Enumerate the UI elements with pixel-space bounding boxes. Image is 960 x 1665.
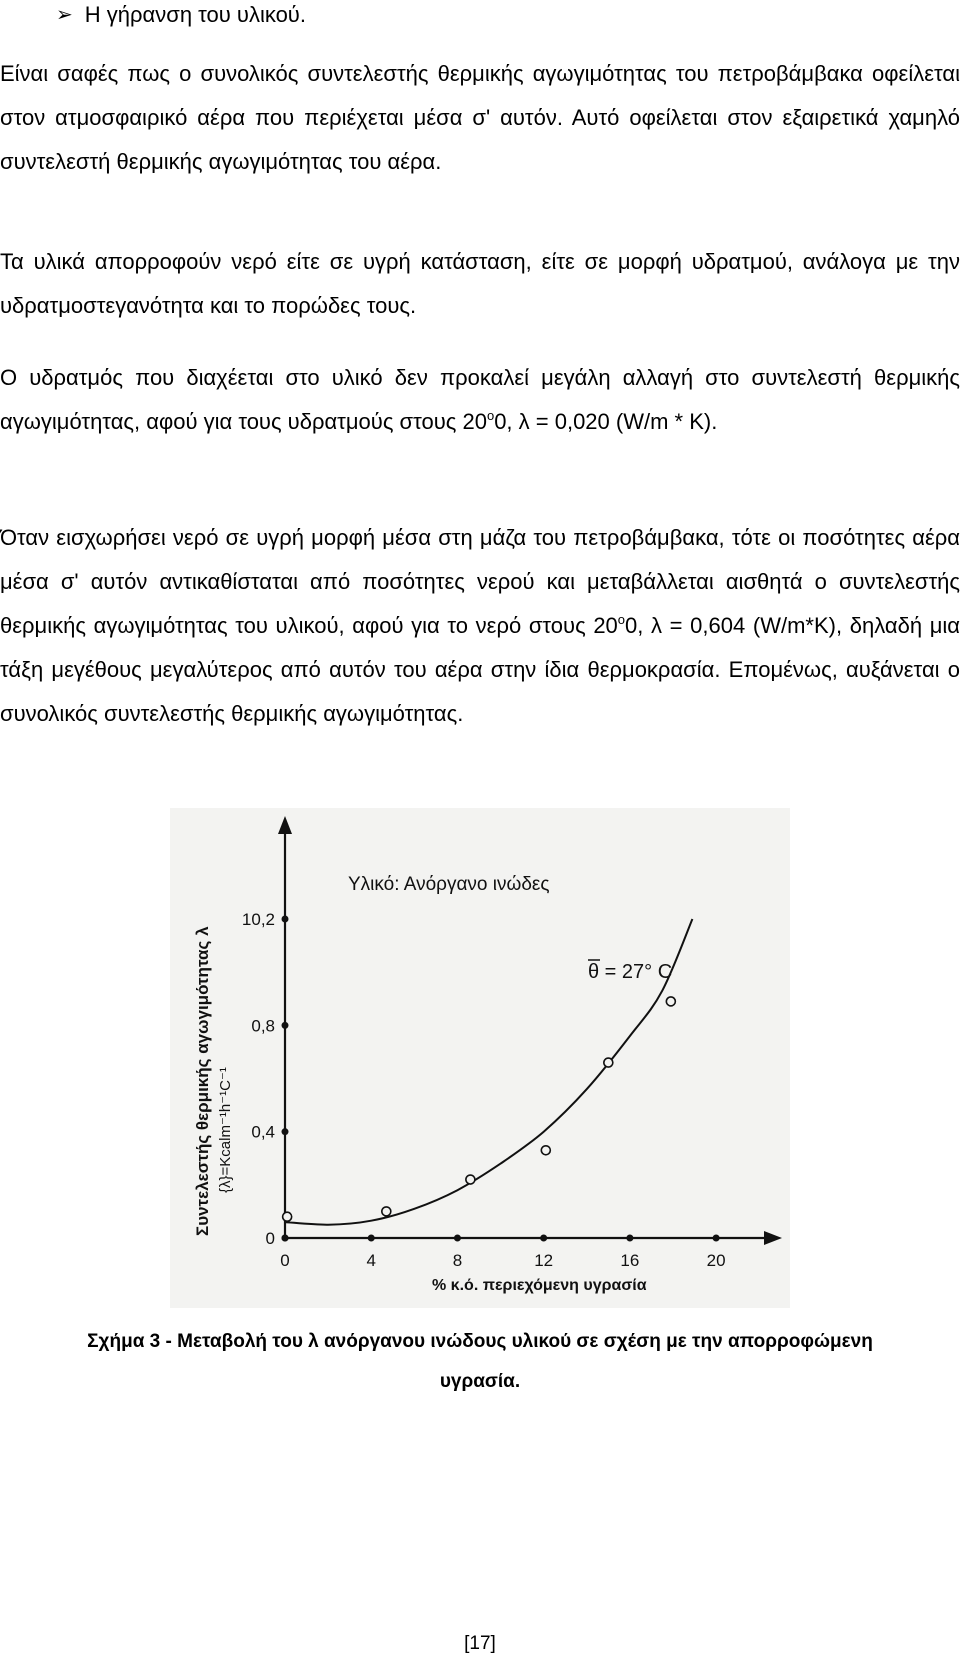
x-tick-label: 12: [534, 1251, 554, 1270]
x-tick-label: 16: [620, 1251, 640, 1270]
data-point: [283, 1212, 292, 1221]
y-tick-mark: [282, 1022, 289, 1029]
x-tick-label: 4: [366, 1251, 376, 1270]
x-tick-mark: [454, 1235, 461, 1242]
figure-chart: [170, 808, 790, 1308]
x-tick-mark: [626, 1235, 633, 1242]
page-number: [17]: [464, 1633, 496, 1654]
y-axis-label: Συντελεστής θερμικής αγωγιμότητας λ: [193, 926, 212, 1236]
y-tick-label: 0,8: [251, 1016, 275, 1036]
x-tick-label: 0: [280, 1251, 290, 1270]
x-tick-label: 20: [706, 1251, 726, 1270]
caption-line-1: Σχήμα 3 - Μεταβολή του λ ανόργανου ινώδους υλικού σε σχέση με την απορροφώμενη: [87, 1331, 873, 1352]
x-tick-mark: [368, 1235, 375, 1242]
x-axis-label: % κ.ό. περιεχόμενη υγρασία: [432, 1277, 647, 1294]
y-tick-mark: [282, 1235, 289, 1242]
data-point: [466, 1175, 475, 1184]
figure-caption: [0, 1322, 960, 1402]
y-axis-arrow: [278, 816, 292, 834]
section-bullet: [56, 0, 306, 30]
data-point: [604, 1058, 613, 1067]
caption-line-2: υγρασία.: [439, 1371, 521, 1392]
y-tick-mark: [282, 1128, 289, 1135]
data-point: [666, 997, 675, 1006]
x-tick-mark: [540, 1235, 547, 1242]
paragraph-1: Είναι σαφές πως ο συνολικός συντελεστής θερμικής αγωγιμότητας του πετροβάμβακα οφείλεται στον ατμοσφαιρικό αέρα που περιέχεται μέσα σ' αυτόν. Αυτό οφείλεται στον εξαιρετικά χαμηλό συντελεστή θερμικής αγωγιμότητας του αέρα.: [0, 61, 960, 174]
chart-svg: [170, 808, 790, 1308]
data-point: [541, 1146, 550, 1155]
paragraph-2: Τα υλικά απορροφούν νερό είτε σε υγρή κατάσταση, είτε σε μορφή υδρατμού, ανάλογα με την υδρατμοστεγανότητα και το πορώδες τους.: [0, 249, 960, 318]
y-tick-label: 0,4: [251, 1122, 275, 1142]
x-tick-mark: [713, 1235, 720, 1242]
y-axis-units: {λ}=Kcalm⁻¹h⁻¹C⁻¹: [217, 1067, 234, 1193]
data-point: [382, 1207, 391, 1216]
y-tick-mark: [282, 916, 289, 923]
paragraph-3: Ο υδρατμός που διαχέεται στο υλικό δεν προκαλεί μεγάλη αλλαγή στο συντελεστή θερμικής αγωγιμότητας, αφού για τους υδρατμούς στους 20$^o$0, λ = 0,020 (W/m * K).: [0, 365, 960, 434]
paragraph-4: Όταν εισχωρήσει νερό σε υγρή μορφή μέσα στη μάζα του πετροβάμβακα, τότε οι ποσότητες αέρα μέσα σ' αυτόν αντικαθίσταται από ποσότητες νερού και μεταβάλλεται αισθητά ο συντελεστής θερμικής αγωγιμότητας του υλικού, αφού για το νερό στους 20$^o$0, λ = 0,604 (W/m*K), δηλαδή μια τάξη μεγέθους μεγαλύτερος από αυτόν του αέρα στην ίδια θερμοκρασία. Επομένως, αυξάνεται ο συνολικός συντελεστής θερμικής αγωγιμότητας.: [0, 525, 960, 726]
x-axis-arrow: [764, 1231, 782, 1245]
section-heading: Η γήρανση του υλικού.: [84, 2, 306, 27]
x-tick-label: 8: [452, 1251, 463, 1270]
chart-title: Υλικό: Ανόργανο ινώδες: [348, 874, 550, 895]
y-tick-label: 10,2: [241, 910, 275, 930]
y-tick-label: 0: [265, 1229, 275, 1248]
data-points: [283, 997, 676, 1221]
temperature-annotation: θ = 27° C: [588, 961, 673, 983]
arrow-bullet-icon: ➢: [56, 4, 73, 26]
